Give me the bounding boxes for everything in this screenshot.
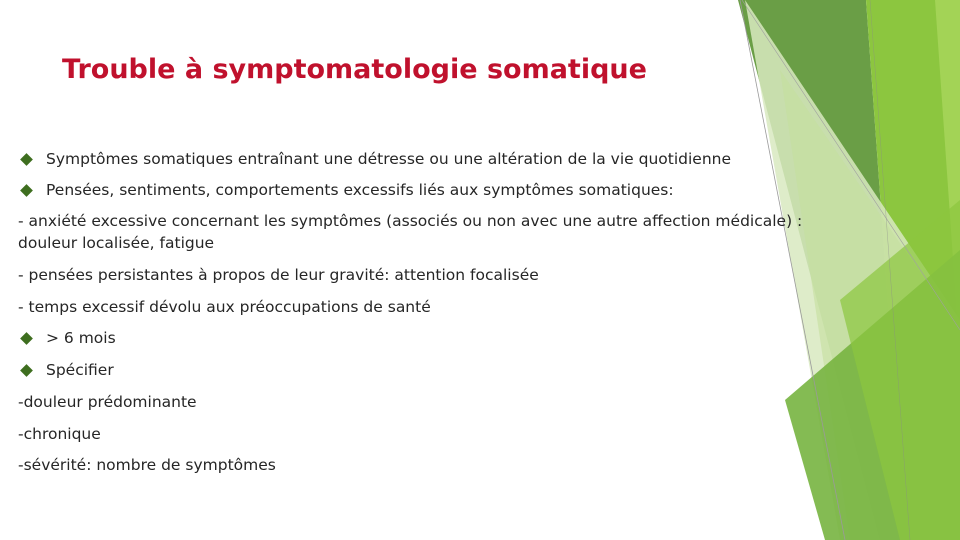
dash-item-persistent-thoughts: - pensées persistantes à propos de leur gravité: attention focalisée [18,266,539,284]
bullet-item-distress: Symptômes somatiques entraînant une détresse ou une altération de la vie quotidienne [46,150,732,168]
specifier-severity: -sévérité: nombre de symptômes [18,456,276,474]
bullet-item-duration: > 6 mois [46,329,116,347]
slide-title: Trouble à symptomatologie somatique [62,54,647,85]
dash-item-anxiety: - anxiété excessive concernant les symptômes (associés ou non avec une autre affection médicale) : douleur localisée, fatigue [18,212,803,252]
specifier-pain: -douleur prédominante [18,393,197,411]
specifier-chronic: -chronique [18,425,101,443]
dash-item-excessive-time: - temps excessif dévolu aux préoccupations de santé [18,298,431,316]
bullet-item-specify: Spécifier [46,361,114,379]
bullet-item-thoughts: Pensées, sentiments, comportements excessifs liés aux symptômes somatiques: [46,181,674,199]
